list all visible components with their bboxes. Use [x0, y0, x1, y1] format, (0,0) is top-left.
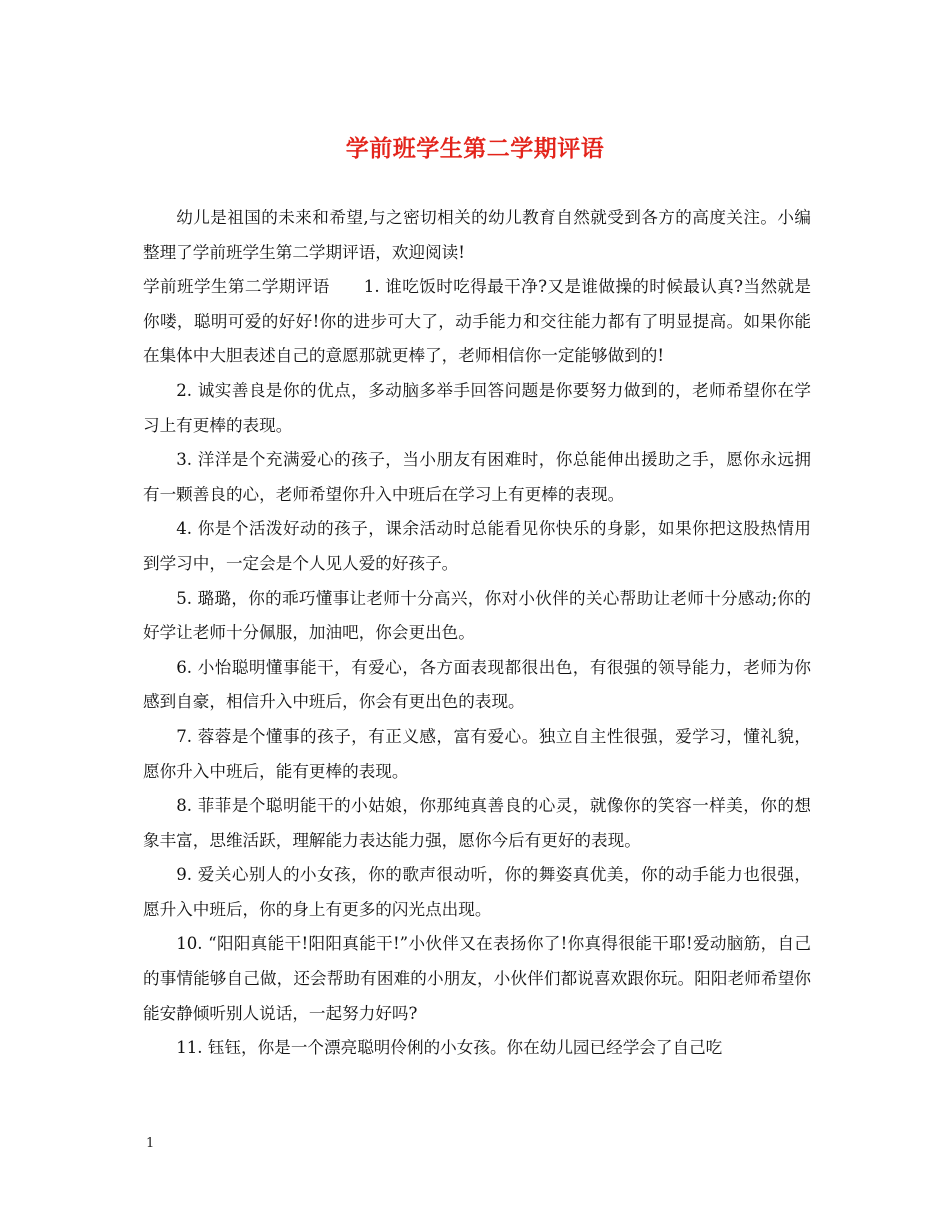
document-body [143, 201, 811, 1066]
comment-item-2: 2. 诚实善良是你的优点，多动脑多举手回答问题是你要努力做到的，老师希望你在学习上有更棒的表现。 [143, 380, 811, 435]
intro-paragraph: 幼儿是祖国的未来和希望,与之密切相关的幼儿教育自然就受到各方的高度关注。小编整理了学前班学生第二学期评语，欢迎阅读! [143, 208, 811, 262]
comment-item-1: 1. 谁吃饭时吃得最干净?又是谁做操的时候最认真?当然就是你喽，聪明可爱的好好!你的进步可大了，动手能力和交往能力都有了明显提高。如果你能在集体中大胆表述自己的意愿那就更棒了，老师相信你一定能够做到的! [143, 277, 812, 366]
section-label: 学前班学生第二学期评语 [143, 277, 330, 297]
page-number: 1 [146, 1136, 155, 1151]
comment-item-7: 7. 蓉蓉是个懂事的孩子，有正义感，富有爱心。独立自主性很强，爱学习，懂礼貌，愿你升入中班后，能有更棒的表现。 [143, 726, 811, 781]
comment-item-9: 9. 爱关心别人的小女孩，你的歌声很动听，你的舞姿真优美，你的动手能力也很强，愿升入中班后，你的身上有更多的闪光点出现。 [143, 865, 811, 919]
comment-item-10: 10. “阳阳真能干!阳阳真能干!”小伙伴又在表扬你了!你真得很能干耶!爱动脑筋，自己的事情能够自己做，还会帮助有困难的小朋友，小伙伴们都说喜欢跟你玩。阳阳老师希望你能安静倾听别人说话，一起努力好吗? [143, 934, 811, 1023]
comment-item-4: 4. 你是个活泼好动的孩子，课余活动时总能看见你快乐的身影，如果你把这股热情用到学习中，一定会是个人见人爱的好孩子。 [143, 519, 811, 573]
comment-item-5: 5. 璐璐，你的乖巧懂事让老师十分高兴，你对小伙伴的关心帮助让老师十分感动;你的好学让老师十分佩服，加油吧，你会更出色。 [143, 588, 811, 643]
first-item-paragraph [143, 270, 811, 374]
page-title: 学前班学生第二学期评语 [345, 135, 605, 162]
comment-item-6: 6. 小怡聪明懂事能干，有爱心，各方面表现都很出色，有很强的领导能力，老师为你感到自豪，相信升入中班后，你会有更出色的表现。 [143, 657, 811, 712]
comment-item-11: 11. 钰钰，你是一个漂亮聪明伶俐的小女孩。你在幼儿园已经学会了自己吃 [176, 1038, 723, 1058]
comment-item-3: 3. 洋洋是个充满爱心的孩子，当小朋友有困难时，你总能伸出援助之手，愿你永远拥有一颗善良的心，老师希望你升入中班后在学习上有更棒的表现。 [143, 450, 811, 504]
comment-item-8: 8. 菲菲是个聪明能干的小姑娘，你那纯真善良的心灵，就像你的笑容一样美，你的想象丰富，思维活跃，理解能力表达能力强，愿你今后有更好的表现。 [143, 796, 811, 850]
